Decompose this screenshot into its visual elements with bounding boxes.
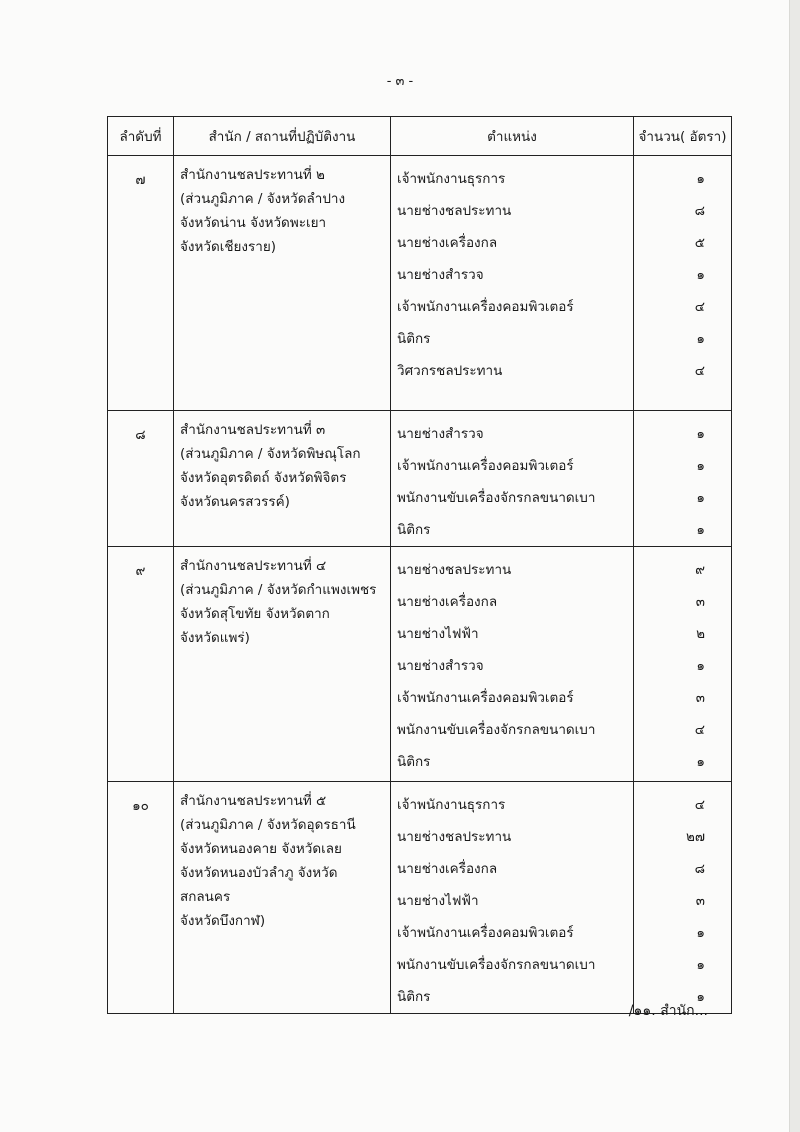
- position-count: ๓: [695, 594, 705, 610]
- position-count: ๕: [694, 235, 705, 251]
- office-line: (ส่วนภูมิภาค / จังหวัดพิษณุโลก: [180, 446, 361, 462]
- position-name: นายช่างสำรวจ: [397, 426, 484, 442]
- position-name: นายช่างเครื่องกล: [397, 861, 498, 877]
- office-line: จังหวัดหนองคาย จังหวัดเลย: [180, 841, 342, 857]
- table-header-row: [108, 117, 732, 156]
- header-position: ตำแหน่ง: [391, 117, 634, 156]
- row-number: ๗: [108, 156, 174, 411]
- table-body: [108, 156, 732, 1014]
- position-count: ๑: [696, 957, 705, 973]
- office-line: จังหวัดนครสวรรค์): [180, 494, 290, 510]
- position-count: ๔: [694, 299, 705, 315]
- position-name: พนักงานขับเครื่องจักรกลขนาดเบา: [397, 490, 596, 506]
- position-name: นายช่างชลประทาน: [397, 829, 512, 845]
- position-count: ๑: [696, 925, 705, 941]
- position-name: นิติกร: [397, 989, 431, 1005]
- position-name: นิติกร: [397, 754, 431, 770]
- count-cell: [634, 782, 732, 1014]
- position-name: พนักงานขับเครื่องจักรกลขนาดเบา: [397, 722, 596, 738]
- office-line: สำนักงานชลประทานที่ ๕: [180, 793, 327, 809]
- position-cell: [391, 156, 634, 411]
- position-count: ๑: [696, 989, 705, 1005]
- continuation-note: /๑๑. สำนัก...: [628, 1003, 708, 1019]
- position-name: นายช่างเครื่องกล: [397, 235, 498, 251]
- table-row: [108, 782, 732, 1014]
- position-count: ๑: [696, 267, 705, 283]
- position-name: นิติกร: [397, 331, 431, 347]
- office-line: จังหวัดน่าน จังหวัดพะเยา: [180, 215, 327, 231]
- office-line: จังหวัดหนองบัวลำภู จังหวัด: [180, 865, 338, 881]
- position-count: ๑: [696, 171, 705, 187]
- count-cell: [634, 547, 732, 782]
- position-count: ๑: [696, 458, 705, 474]
- position-cell: [391, 782, 634, 1014]
- position-name: เจ้าพนักงานธุรการ: [397, 171, 506, 187]
- position-count: ๑: [696, 522, 705, 538]
- office-line: จังหวัดอุตรดิตถ์ จังหวัดพิจิตร: [180, 470, 347, 486]
- position-count: ๑: [696, 490, 705, 506]
- office-line: จังหวัดสุโขทัย จังหวัดตาก: [180, 606, 330, 622]
- position-name: เจ้าพนักงานเครื่องคอมพิวเตอร์: [397, 690, 574, 706]
- position-cell: [391, 547, 634, 782]
- position-count: ๔: [694, 722, 705, 738]
- position-name: พนักงานขับเครื่องจักรกลขนาดเบา: [397, 957, 596, 973]
- table-row: [108, 411, 732, 547]
- office-line: สำนักงานชลประทานที่ ๒: [180, 167, 325, 183]
- position-count: ๓: [695, 690, 705, 706]
- position-count: ๘: [694, 861, 705, 877]
- office-line: (ส่วนภูมิภาค / จังหวัดลำปาง: [180, 191, 346, 207]
- table-row: [108, 547, 732, 782]
- office-cell: [174, 156, 391, 411]
- page-number: - ๓ -: [386, 74, 414, 89]
- office-line: จังหวัดบึงกาฬ): [180, 913, 266, 929]
- position-name: เจ้าพนักงานเครื่องคอมพิวเตอร์: [397, 299, 574, 315]
- position-name: นายช่างชลประทาน: [397, 203, 512, 219]
- position-cell: [391, 411, 634, 547]
- count-cell: [634, 156, 732, 411]
- position-name: นายช่างเครื่องกล: [397, 594, 498, 610]
- position-count: ๑: [696, 331, 705, 347]
- position-count: ๓: [695, 893, 705, 909]
- office-line: (ส่วนภูมิภาค / จังหวัดกำแพงเพชร: [180, 582, 377, 598]
- position-count: ๘: [694, 203, 705, 219]
- position-name: เจ้าพนักงานเครื่องคอมพิวเตอร์: [397, 458, 574, 474]
- office-line: จังหวัดเชียงราย): [180, 239, 277, 255]
- page-edge-shadow: [789, 0, 800, 1132]
- header-no: ลำดับที่: [108, 117, 174, 156]
- row-number: ๘: [108, 411, 174, 547]
- office-line: สำนักงานชลประทานที่ ๓: [180, 422, 326, 438]
- position-count: ๒๗: [685, 829, 705, 845]
- position-name: นายช่างสำรวจ: [397, 267, 484, 283]
- table-row: [108, 156, 732, 411]
- office-cell: [174, 782, 391, 1014]
- office-cell: [174, 547, 391, 782]
- position-name: นิติกร: [397, 522, 431, 538]
- office-cell: [174, 411, 391, 547]
- count-cell: [634, 411, 732, 547]
- position-count: ๑: [696, 426, 705, 442]
- position-name: นายช่างไฟฟ้า: [397, 893, 479, 909]
- row-number: ๑๐: [108, 782, 174, 1014]
- header-count: จำนวน( อัตรา): [634, 117, 732, 156]
- office-line: จังหวัดแพร่): [180, 630, 250, 646]
- position-count: ๒: [696, 626, 705, 642]
- positions-table: [107, 116, 732, 1014]
- position-name: เจ้าพนักงานเครื่องคอมพิวเตอร์: [397, 925, 574, 941]
- office-line: (ส่วนภูมิภาค / จังหวัดอุดรธานี: [180, 817, 356, 833]
- position-name: นายช่างไฟฟ้า: [397, 626, 479, 642]
- position-count: ๔: [694, 363, 705, 379]
- header-office: สำนัก / สถานที่ปฏิบัติงาน: [174, 117, 391, 156]
- position-count: ๔: [694, 797, 705, 813]
- position-name: นายช่างชลประทาน: [397, 562, 512, 578]
- row-number: ๙: [108, 547, 174, 782]
- office-line: สกลนคร: [180, 889, 231, 905]
- position-count: ๑: [696, 754, 705, 770]
- position-name: วิศวกรชลประทาน: [397, 363, 503, 379]
- position-count: ๙: [695, 562, 705, 578]
- position-count: ๑: [696, 658, 705, 674]
- position-name: นายช่างสำรวจ: [397, 658, 484, 674]
- position-name: เจ้าพนักงานธุรการ: [397, 797, 506, 813]
- office-line: สำนักงานชลประทานที่ ๔: [180, 558, 327, 574]
